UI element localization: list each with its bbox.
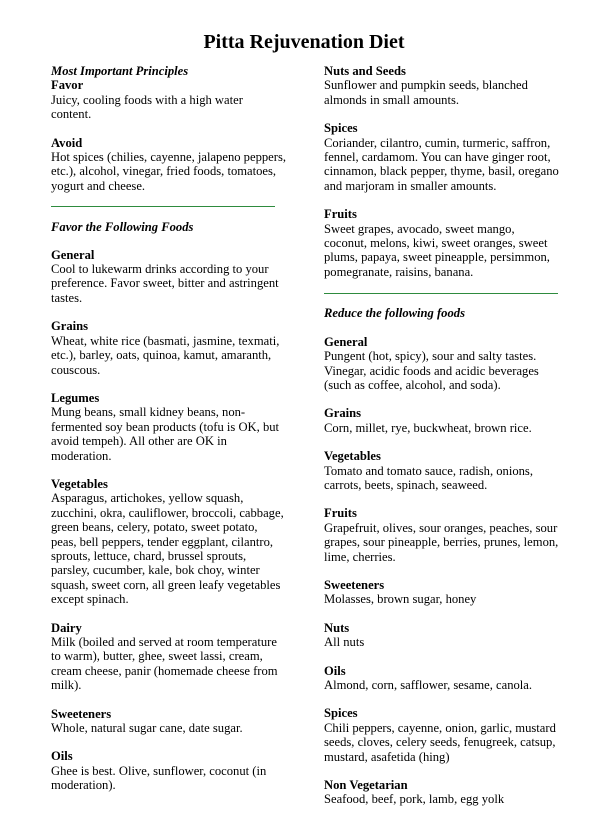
section-title: Dairy	[51, 620, 82, 635]
section-text: Mung beans, small kidney beans, non- fermented soy bean products (tofu is OK, but avoid tempeh). All other are OK in moderation.	[51, 405, 280, 463]
section-text: Coriander, cilantro, cumin, turmeric, saffron, fennel, cardamom. You can have ginger root, cinnamon, black pepper, thyme, basil, oregano and marjoram in smaller amounts.	[324, 135, 559, 193]
section-text: Sunflower and pumpkin seeds, blanched almonds in small amounts.	[324, 78, 528, 107]
food-section	[324, 449, 560, 492]
avoid-section	[51, 136, 287, 194]
section-title: Fruits	[324, 506, 357, 521]
food-section	[51, 391, 287, 463]
food-section	[51, 621, 287, 693]
section-title: Spices	[324, 706, 358, 721]
favor-foods-heading: Favor the Following Foods	[51, 220, 194, 235]
section-title: Sweeteners	[51, 706, 112, 721]
food-section	[324, 578, 560, 607]
food-section	[51, 707, 287, 736]
section-title: Vegetables	[324, 449, 381, 464]
food-section	[324, 706, 560, 764]
left-column	[51, 64, 287, 793]
principles-heading: Most Important Principles	[51, 64, 189, 78]
avoid-text: Hot spices (chilies, cayenne, jalapeno peppers, etc.), alcohol, vinegar, fried foods, tomatoes, yogurt and cheese.	[51, 150, 286, 193]
section-text: Sweet grapes, avocado, sweet mango, coconut, melons, kiwi, sweet oranges, sweet plums, papaya, sweet pineapple, persimmon, pomegranate, raisins, banana.	[324, 221, 550, 279]
section-text: All nuts	[324, 635, 365, 650]
food-section	[324, 64, 560, 107]
section-text: Whole, natural sugar cane, date sugar.	[51, 721, 243, 736]
section-text: Milk (boiled and served at room temperature to warm), butter, ghee, sweet lassi, cream, cream cheese, panir (homemade cheese from milk).	[51, 635, 278, 693]
food-section	[51, 749, 287, 792]
food-section	[324, 406, 560, 435]
section-title: Vegetables	[51, 476, 108, 491]
section-title: Non Vegetarian	[324, 778, 408, 793]
section-title: Legumes	[51, 390, 100, 405]
principles-section	[51, 64, 287, 122]
section-title: Nuts and Seeds	[324, 64, 406, 78]
section-text: Cool to lukewarm drinks according to your preference. Favor sweet, bitter and astringent tastes.	[51, 262, 279, 305]
food-section	[324, 778, 560, 807]
divider-right	[324, 293, 558, 294]
section-title: Sweeteners	[324, 577, 385, 592]
section-title: Grains	[324, 406, 362, 421]
food-section	[51, 319, 287, 377]
food-section	[324, 121, 560, 193]
section-title: Oils	[324, 663, 346, 678]
favor-text: Juicy, cooling foods with a high water content.	[51, 92, 243, 122]
section-title: Fruits	[324, 207, 357, 222]
avoid-label: Avoid	[51, 135, 83, 150]
section-title: Nuts	[324, 620, 350, 635]
section-text: Ghee is best. Olive, sunflower, coconut (in moderation).	[51, 763, 267, 793]
section-text: Chili peppers, cayenne, onion, garlic, mustard seeds, cloves, celery seeds, fenugreek, catsup, mustard, asafetida (hing)	[324, 720, 556, 764]
food-section	[324, 506, 560, 564]
section-text: Molasses, brown sugar, honey	[324, 592, 477, 607]
reduce-heading: Reduce the following foods	[324, 306, 465, 321]
page-title: Pitta Rejuvenation Diet	[203, 31, 405, 53]
section-text: Corn, millet, rye, buckwheat, brown rice.	[324, 420, 532, 435]
favor-label: Favor	[51, 78, 84, 93]
section-title: Spices	[324, 121, 358, 136]
divider-left	[51, 206, 275, 207]
section-title: General	[324, 334, 368, 349]
right-column	[324, 64, 560, 807]
section-text: Wheat, white rice (basmati, jasmine, texmati, etc.), barley, oats, quinoa, kamut, amaranth, couscous.	[51, 333, 280, 377]
section-text: Grapefruit, olives, sour oranges, peaches, sour grapes, sour pineapple, berries, prunes, lemon, lime, cherries.	[324, 520, 559, 564]
section-title: Grains	[51, 319, 89, 334]
section-text: Seafood, beef, pork, lamb, egg yolk	[324, 792, 505, 807]
food-section	[51, 248, 287, 306]
section-text: Almond, corn, safflower, sesame, canola.	[324, 678, 533, 692]
food-section	[324, 621, 560, 650]
food-section	[51, 477, 287, 607]
section-text: Tomato and tomato sauce, radish, onions, carrots, beets, spinach, seaweed.	[324, 463, 533, 492]
section-title: General	[51, 247, 95, 262]
section-text: Asparagus, artichokes, yellow squash, zucchini, okra, cauliflower, broccoli, cabbage, green beans, celery, potato, sweet potato, peas, bell peppers, tender eggplant, cilantro, sprouts, lettuce, chard, brussel sprouts, parsley, cucumber, kale, bok choy, winter squash, sweet corn, all green leafy vegetables except spinach.	[51, 491, 284, 607]
food-section	[324, 664, 560, 693]
food-section	[324, 335, 560, 393]
section-title: Oils	[51, 749, 73, 764]
section-text: Pungent (hot, spicy), sour and salty tastes. Vinegar, acidic foods and acidic beverages (such as coffee, alcohol, and soda).	[324, 349, 539, 392]
food-section	[324, 207, 560, 279]
